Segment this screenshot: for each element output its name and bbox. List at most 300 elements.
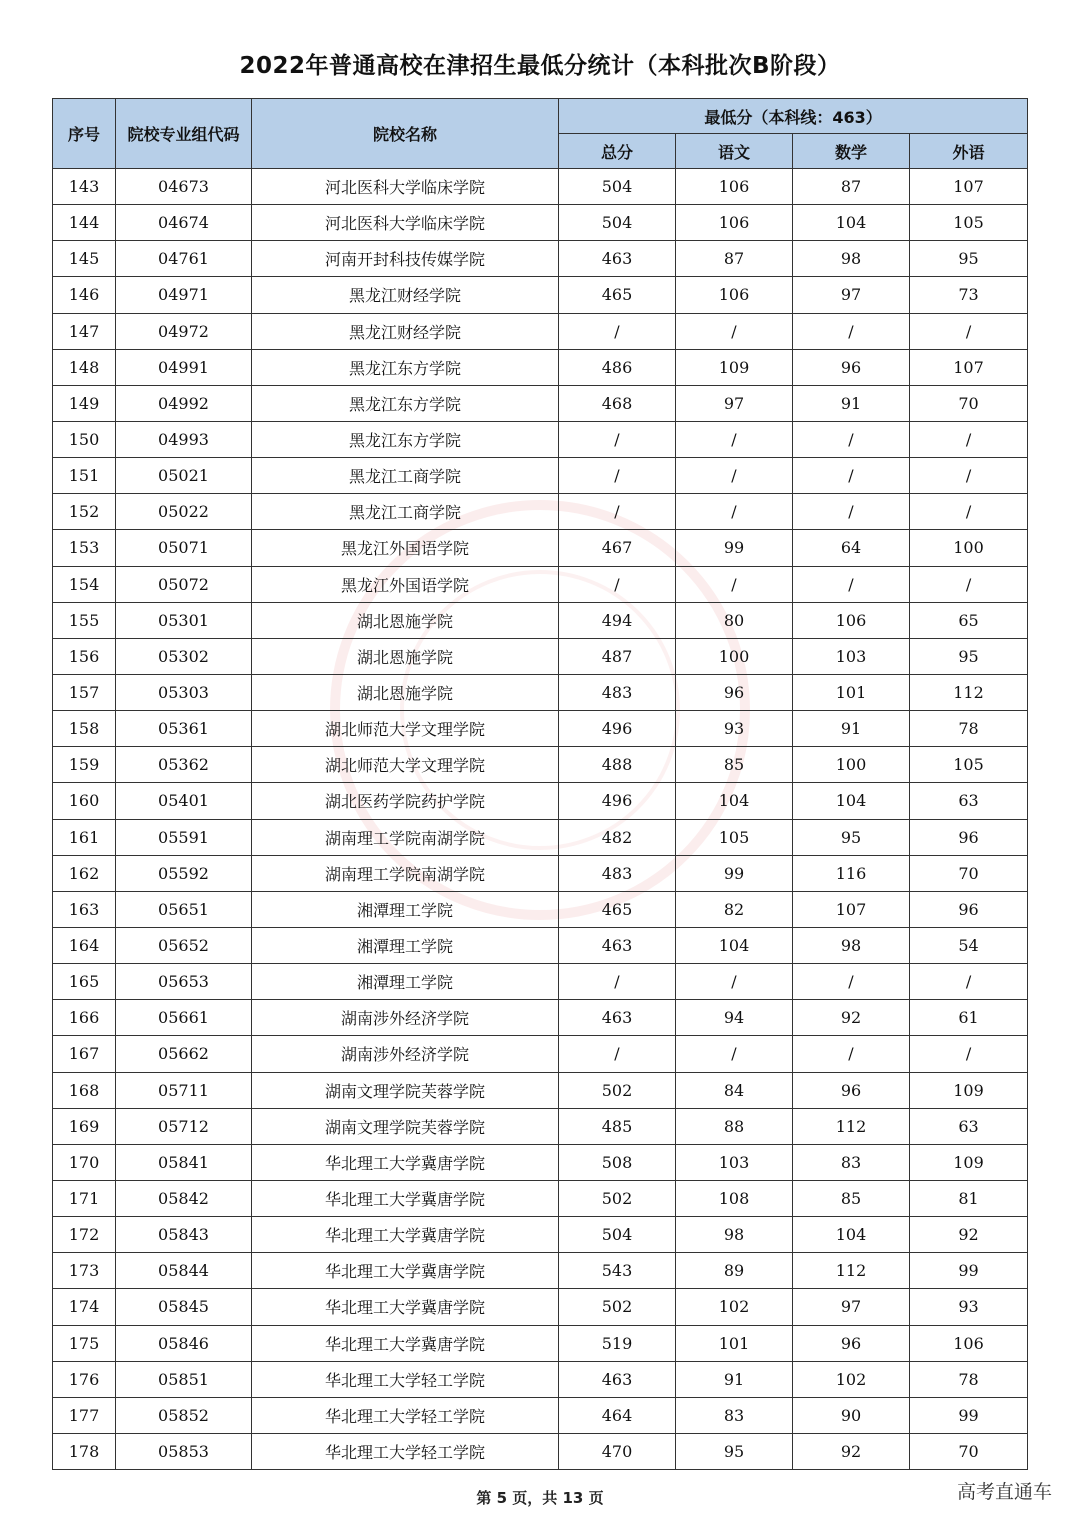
math-cell: 104 [793, 1217, 910, 1253]
chinese-cell: 103 [676, 1144, 793, 1180]
chinese-cell: 104 [676, 783, 793, 819]
table-row [53, 747, 1028, 783]
name-cell: 黑龙江东方学院 [252, 385, 559, 421]
code-cell: 05651 [116, 891, 252, 927]
math-cell: / [793, 566, 910, 602]
math-cell: 116 [793, 855, 910, 891]
name-cell: 黑龙江财经学院 [252, 313, 559, 349]
chinese-cell: 102 [676, 1289, 793, 1325]
code-cell: 05851 [116, 1361, 252, 1397]
table-row [53, 602, 1028, 638]
math-cell: 103 [793, 638, 910, 674]
chinese-cell: 99 [676, 530, 793, 566]
seq-cell: 176 [53, 1361, 116, 1397]
name-cell: 华北理工大学冀唐学院 [252, 1253, 559, 1289]
table-row [53, 421, 1028, 457]
math-cell: 97 [793, 1289, 910, 1325]
math-cell: / [793, 313, 910, 349]
seq-cell: 166 [53, 1000, 116, 1036]
table-row [53, 1180, 1028, 1216]
code-cell: 05301 [116, 602, 252, 638]
total-cell: 467 [559, 530, 676, 566]
name-cell: 黑龙江财经学院 [252, 277, 559, 313]
math-cell: / [793, 964, 910, 1000]
seq-cell: 152 [53, 494, 116, 530]
chinese-cell: 94 [676, 1000, 793, 1036]
total-cell: 463 [559, 1000, 676, 1036]
math-cell: / [793, 458, 910, 494]
name-cell: 湖北医药学院药护学院 [252, 783, 559, 819]
seq-cell: 162 [53, 855, 116, 891]
seq-cell: 146 [53, 277, 116, 313]
chinese-cell: 89 [676, 1253, 793, 1289]
table-row [53, 638, 1028, 674]
name-cell: 湖北师范大学文理学院 [252, 711, 559, 747]
total-cell: 502 [559, 1289, 676, 1325]
chinese-cell: 106 [676, 169, 793, 205]
foreign-cell: 70 [910, 1433, 1028, 1469]
total-cell: / [559, 458, 676, 494]
foreign-cell: 63 [910, 1108, 1028, 1144]
code-cell: 05712 [116, 1108, 252, 1144]
math-cell: 98 [793, 927, 910, 963]
table-row [53, 1289, 1028, 1325]
math-cell: 95 [793, 819, 910, 855]
table-row [53, 1144, 1028, 1180]
code-cell: 05844 [116, 1253, 252, 1289]
table-row [53, 819, 1028, 855]
code-cell: 04992 [116, 385, 252, 421]
chinese-cell: 80 [676, 602, 793, 638]
code-cell: 05662 [116, 1036, 252, 1072]
code-cell: 04674 [116, 205, 252, 241]
total-cell: 463 [559, 1361, 676, 1397]
total-cell: / [559, 1036, 676, 1072]
chinese-cell: 97 [676, 385, 793, 421]
code-cell: 05072 [116, 566, 252, 602]
name-cell: 黑龙江工商学院 [252, 458, 559, 494]
table-row [53, 1072, 1028, 1108]
chinese-cell: 87 [676, 241, 793, 277]
chinese-cell: 82 [676, 891, 793, 927]
name-cell: 黑龙江工商学院 [252, 494, 559, 530]
foreign-cell: 78 [910, 1361, 1028, 1397]
code-cell: 05661 [116, 1000, 252, 1036]
math-cell: 85 [793, 1180, 910, 1216]
code-cell: 05361 [116, 711, 252, 747]
math-cell: / [793, 1036, 910, 1072]
table-row [53, 1036, 1028, 1072]
total-cell: 464 [559, 1397, 676, 1433]
seq-cell: 173 [53, 1253, 116, 1289]
math-cell: / [793, 494, 910, 530]
chinese-cell: / [676, 313, 793, 349]
code-cell: 04971 [116, 277, 252, 313]
total-cell: 465 [559, 277, 676, 313]
foreign-cell: / [910, 1036, 1028, 1072]
code-cell: 05853 [116, 1433, 252, 1469]
chinese-cell: / [676, 458, 793, 494]
chinese-cell: 106 [676, 277, 793, 313]
seq-cell: 154 [53, 566, 116, 602]
header-total: 总分 [559, 134, 676, 169]
total-cell: 543 [559, 1253, 676, 1289]
math-cell: 83 [793, 1144, 910, 1180]
total-cell: 502 [559, 1180, 676, 1216]
seq-cell: 153 [53, 530, 116, 566]
total-cell: 504 [559, 1217, 676, 1253]
total-cell: 508 [559, 1144, 676, 1180]
foreign-cell: 61 [910, 1000, 1028, 1036]
name-cell: 黑龙江外国语学院 [252, 566, 559, 602]
foreign-cell: 106 [910, 1325, 1028, 1361]
name-cell: 华北理工大学轻工学院 [252, 1433, 559, 1469]
header-min-score-group: 最低分（本科线：463） [559, 99, 1028, 134]
code-cell: 05303 [116, 674, 252, 710]
math-cell: 91 [793, 711, 910, 747]
table-row [53, 927, 1028, 963]
code-cell: 04761 [116, 241, 252, 277]
total-cell: 483 [559, 674, 676, 710]
foreign-cell: 81 [910, 1180, 1028, 1216]
code-cell: 04993 [116, 421, 252, 457]
name-cell: 华北理工大学冀唐学院 [252, 1325, 559, 1361]
table-row [53, 385, 1028, 421]
foreign-cell: / [910, 313, 1028, 349]
foreign-cell: 99 [910, 1397, 1028, 1433]
total-cell: / [559, 313, 676, 349]
total-cell: 504 [559, 205, 676, 241]
seq-cell: 163 [53, 891, 116, 927]
foreign-cell: 96 [910, 891, 1028, 927]
math-cell: 104 [793, 205, 910, 241]
math-cell: 106 [793, 602, 910, 638]
header-chinese: 语文 [676, 134, 793, 169]
seq-cell: 144 [53, 205, 116, 241]
name-cell: 华北理工大学冀唐学院 [252, 1180, 559, 1216]
code-cell: 05841 [116, 1144, 252, 1180]
foreign-cell: / [910, 458, 1028, 494]
table-row [53, 783, 1028, 819]
chinese-cell: / [676, 1036, 793, 1072]
name-cell: 华北理工大学轻工学院 [252, 1361, 559, 1397]
name-cell: 华北理工大学冀唐学院 [252, 1217, 559, 1253]
code-cell: 05302 [116, 638, 252, 674]
seq-cell: 160 [53, 783, 116, 819]
code-cell: 05071 [116, 530, 252, 566]
table-row [53, 277, 1028, 313]
seq-cell: 174 [53, 1289, 116, 1325]
name-cell: 湖北恩施学院 [252, 674, 559, 710]
score-table [52, 98, 1028, 1470]
math-cell: 112 [793, 1253, 910, 1289]
foreign-cell: / [910, 566, 1028, 602]
brand-watermark: 高考直通车 [956, 1481, 1052, 1503]
header-seq: 序号 [53, 99, 116, 169]
chinese-cell: 98 [676, 1217, 793, 1253]
foreign-cell: 107 [910, 169, 1028, 205]
foreign-cell: 105 [910, 747, 1028, 783]
foreign-cell: 99 [910, 1253, 1028, 1289]
foreign-cell: 109 [910, 1072, 1028, 1108]
foreign-cell: 107 [910, 349, 1028, 385]
code-cell: 05843 [116, 1217, 252, 1253]
header-foreign: 外语 [910, 134, 1028, 169]
foreign-cell: 92 [910, 1217, 1028, 1253]
total-cell: / [559, 421, 676, 457]
total-cell: 486 [559, 349, 676, 385]
name-cell: 华北理工大学冀唐学院 [252, 1144, 559, 1180]
code-cell: 05592 [116, 855, 252, 891]
table-row [53, 891, 1028, 927]
table-row [53, 566, 1028, 602]
code-cell: 04991 [116, 349, 252, 385]
code-cell: 04972 [116, 313, 252, 349]
foreign-cell: 65 [910, 602, 1028, 638]
code-cell: 05852 [116, 1397, 252, 1433]
code-cell: 05846 [116, 1325, 252, 1361]
foreign-cell: 95 [910, 638, 1028, 674]
total-cell: / [559, 494, 676, 530]
foreign-cell: 63 [910, 783, 1028, 819]
code-cell: 05845 [116, 1289, 252, 1325]
seq-cell: 150 [53, 421, 116, 457]
chinese-cell: 99 [676, 855, 793, 891]
foreign-cell: 109 [910, 1144, 1028, 1180]
chinese-cell: 105 [676, 819, 793, 855]
total-cell: 496 [559, 783, 676, 819]
seq-cell: 164 [53, 927, 116, 963]
total-cell: 496 [559, 711, 676, 747]
seq-cell: 151 [53, 458, 116, 494]
header-math: 数学 [793, 134, 910, 169]
name-cell: 湘潭理工学院 [252, 964, 559, 1000]
foreign-cell: 78 [910, 711, 1028, 747]
chinese-cell: / [676, 964, 793, 1000]
chinese-cell: 85 [676, 747, 793, 783]
chinese-cell: 100 [676, 638, 793, 674]
table-row [53, 205, 1028, 241]
table-body [53, 169, 1028, 1470]
foreign-cell: 70 [910, 385, 1028, 421]
header-code: 院校专业组代码 [116, 99, 252, 169]
table-row [53, 349, 1028, 385]
name-cell: 湖北恩施学院 [252, 602, 559, 638]
table-row [53, 241, 1028, 277]
seq-cell: 177 [53, 1397, 116, 1433]
total-cell: 488 [559, 747, 676, 783]
math-cell: 90 [793, 1397, 910, 1433]
seq-cell: 155 [53, 602, 116, 638]
seq-cell: 171 [53, 1180, 116, 1216]
chinese-cell: 93 [676, 711, 793, 747]
chinese-cell: 83 [676, 1397, 793, 1433]
foreign-cell: 96 [910, 819, 1028, 855]
math-cell: 96 [793, 1072, 910, 1108]
total-cell: 487 [559, 638, 676, 674]
code-cell: 05591 [116, 819, 252, 855]
name-cell: 湖南涉外经济学院 [252, 1000, 559, 1036]
seq-cell: 167 [53, 1036, 116, 1072]
table-row [53, 1217, 1028, 1253]
seq-cell: 148 [53, 349, 116, 385]
total-cell: 463 [559, 927, 676, 963]
foreign-cell: / [910, 421, 1028, 457]
seq-cell: 159 [53, 747, 116, 783]
chinese-cell: 104 [676, 927, 793, 963]
foreign-cell: / [910, 964, 1028, 1000]
seq-cell: 170 [53, 1144, 116, 1180]
name-cell: 黑龙江东方学院 [252, 421, 559, 457]
seq-cell: 172 [53, 1217, 116, 1253]
foreign-cell: 100 [910, 530, 1028, 566]
seq-cell: 169 [53, 1108, 116, 1144]
table-row [53, 169, 1028, 205]
name-cell: 黑龙江外国语学院 [252, 530, 559, 566]
name-cell: 湖北师范大学文理学院 [252, 747, 559, 783]
math-cell: 102 [793, 1361, 910, 1397]
total-cell: 494 [559, 602, 676, 638]
foreign-cell: 112 [910, 674, 1028, 710]
seq-cell: 175 [53, 1325, 116, 1361]
math-cell: 96 [793, 349, 910, 385]
name-cell: 湖南理工学院南湖学院 [252, 855, 559, 891]
table-row [53, 964, 1028, 1000]
table-row [53, 458, 1028, 494]
name-cell: 湘潭理工学院 [252, 927, 559, 963]
table-row [53, 1000, 1028, 1036]
math-cell: 91 [793, 385, 910, 421]
name-cell: 湖南文理学院芙蓉学院 [252, 1072, 559, 1108]
math-cell: 97 [793, 277, 910, 313]
math-cell: 92 [793, 1433, 910, 1469]
table-row [53, 855, 1028, 891]
table-row [53, 530, 1028, 566]
seq-cell: 157 [53, 674, 116, 710]
page-title: 2022年普通高校在津招生最低分统计（本科批次B阶段） [239, 53, 841, 79]
chinese-cell: 95 [676, 1433, 793, 1469]
chinese-cell: / [676, 566, 793, 602]
seq-cell: 178 [53, 1433, 116, 1469]
seq-cell: 165 [53, 964, 116, 1000]
name-cell: 湖北恩施学院 [252, 638, 559, 674]
chinese-cell: 84 [676, 1072, 793, 1108]
total-cell: 502 [559, 1072, 676, 1108]
math-cell: 96 [793, 1325, 910, 1361]
chinese-cell: 96 [676, 674, 793, 710]
table-row [53, 1397, 1028, 1433]
seq-cell: 149 [53, 385, 116, 421]
header-name: 院校名称 [252, 99, 559, 169]
name-cell: 河北医科大学临床学院 [252, 169, 559, 205]
math-cell: 100 [793, 747, 910, 783]
name-cell: 河北医科大学临床学院 [252, 205, 559, 241]
table-row [53, 711, 1028, 747]
name-cell: 华北理工大学轻工学院 [252, 1397, 559, 1433]
math-cell: 87 [793, 169, 910, 205]
table-row [53, 1108, 1028, 1144]
total-cell: 463 [559, 241, 676, 277]
table-row [53, 1325, 1028, 1361]
table-row [53, 1253, 1028, 1289]
code-cell: 05652 [116, 927, 252, 963]
seq-cell: 145 [53, 241, 116, 277]
chinese-cell: / [676, 494, 793, 530]
name-cell: 河南开封科技传媒学院 [252, 241, 559, 277]
total-cell: 470 [559, 1433, 676, 1469]
seq-cell: 156 [53, 638, 116, 674]
math-cell: 92 [793, 1000, 910, 1036]
code-cell: 05362 [116, 747, 252, 783]
math-cell: 64 [793, 530, 910, 566]
math-cell: 98 [793, 241, 910, 277]
seq-cell: 147 [53, 313, 116, 349]
chinese-cell: 101 [676, 1325, 793, 1361]
code-cell: 05021 [116, 458, 252, 494]
chinese-cell: 106 [676, 205, 793, 241]
table-header [53, 99, 1028, 169]
foreign-cell: 105 [910, 205, 1028, 241]
name-cell: 湖南涉外经济学院 [252, 1036, 559, 1072]
total-cell: 519 [559, 1325, 676, 1361]
chinese-cell: 109 [676, 349, 793, 385]
name-cell: 湘潭理工学院 [252, 891, 559, 927]
code-cell: 05653 [116, 964, 252, 1000]
seq-cell: 143 [53, 169, 116, 205]
chinese-cell: 108 [676, 1180, 793, 1216]
total-cell: 485 [559, 1108, 676, 1144]
foreign-cell: 73 [910, 277, 1028, 313]
code-cell: 05022 [116, 494, 252, 530]
foreign-cell: 93 [910, 1289, 1028, 1325]
total-cell: 482 [559, 819, 676, 855]
chinese-cell: 88 [676, 1108, 793, 1144]
total-cell: 468 [559, 385, 676, 421]
chinese-cell: / [676, 421, 793, 457]
name-cell: 湖南理工学院南湖学院 [252, 819, 559, 855]
total-cell: / [559, 566, 676, 602]
foreign-cell: 95 [910, 241, 1028, 277]
code-cell: 05711 [116, 1072, 252, 1108]
table-row [53, 494, 1028, 530]
total-cell: / [559, 964, 676, 1000]
chinese-cell: 91 [676, 1361, 793, 1397]
table-row [53, 674, 1028, 710]
math-cell: 107 [793, 891, 910, 927]
total-cell: 483 [559, 855, 676, 891]
code-cell: 04673 [116, 169, 252, 205]
name-cell: 黑龙江东方学院 [252, 349, 559, 385]
math-cell: 104 [793, 783, 910, 819]
math-cell: 112 [793, 1108, 910, 1144]
name-cell: 华北理工大学冀唐学院 [252, 1289, 559, 1325]
table-row [53, 1433, 1028, 1469]
seq-cell: 161 [53, 819, 116, 855]
table-row [53, 1361, 1028, 1397]
foreign-cell: / [910, 494, 1028, 530]
code-cell: 05401 [116, 783, 252, 819]
table-row [53, 313, 1028, 349]
page-number: 第 5 页，共 13 页 [476, 1489, 604, 1507]
math-cell: 101 [793, 674, 910, 710]
foreign-cell: 70 [910, 855, 1028, 891]
seq-cell: 158 [53, 711, 116, 747]
foreign-cell: 54 [910, 927, 1028, 963]
total-cell: 504 [559, 169, 676, 205]
math-cell: / [793, 421, 910, 457]
name-cell: 湖南文理学院芙蓉学院 [252, 1108, 559, 1144]
code-cell: 05842 [116, 1180, 252, 1216]
